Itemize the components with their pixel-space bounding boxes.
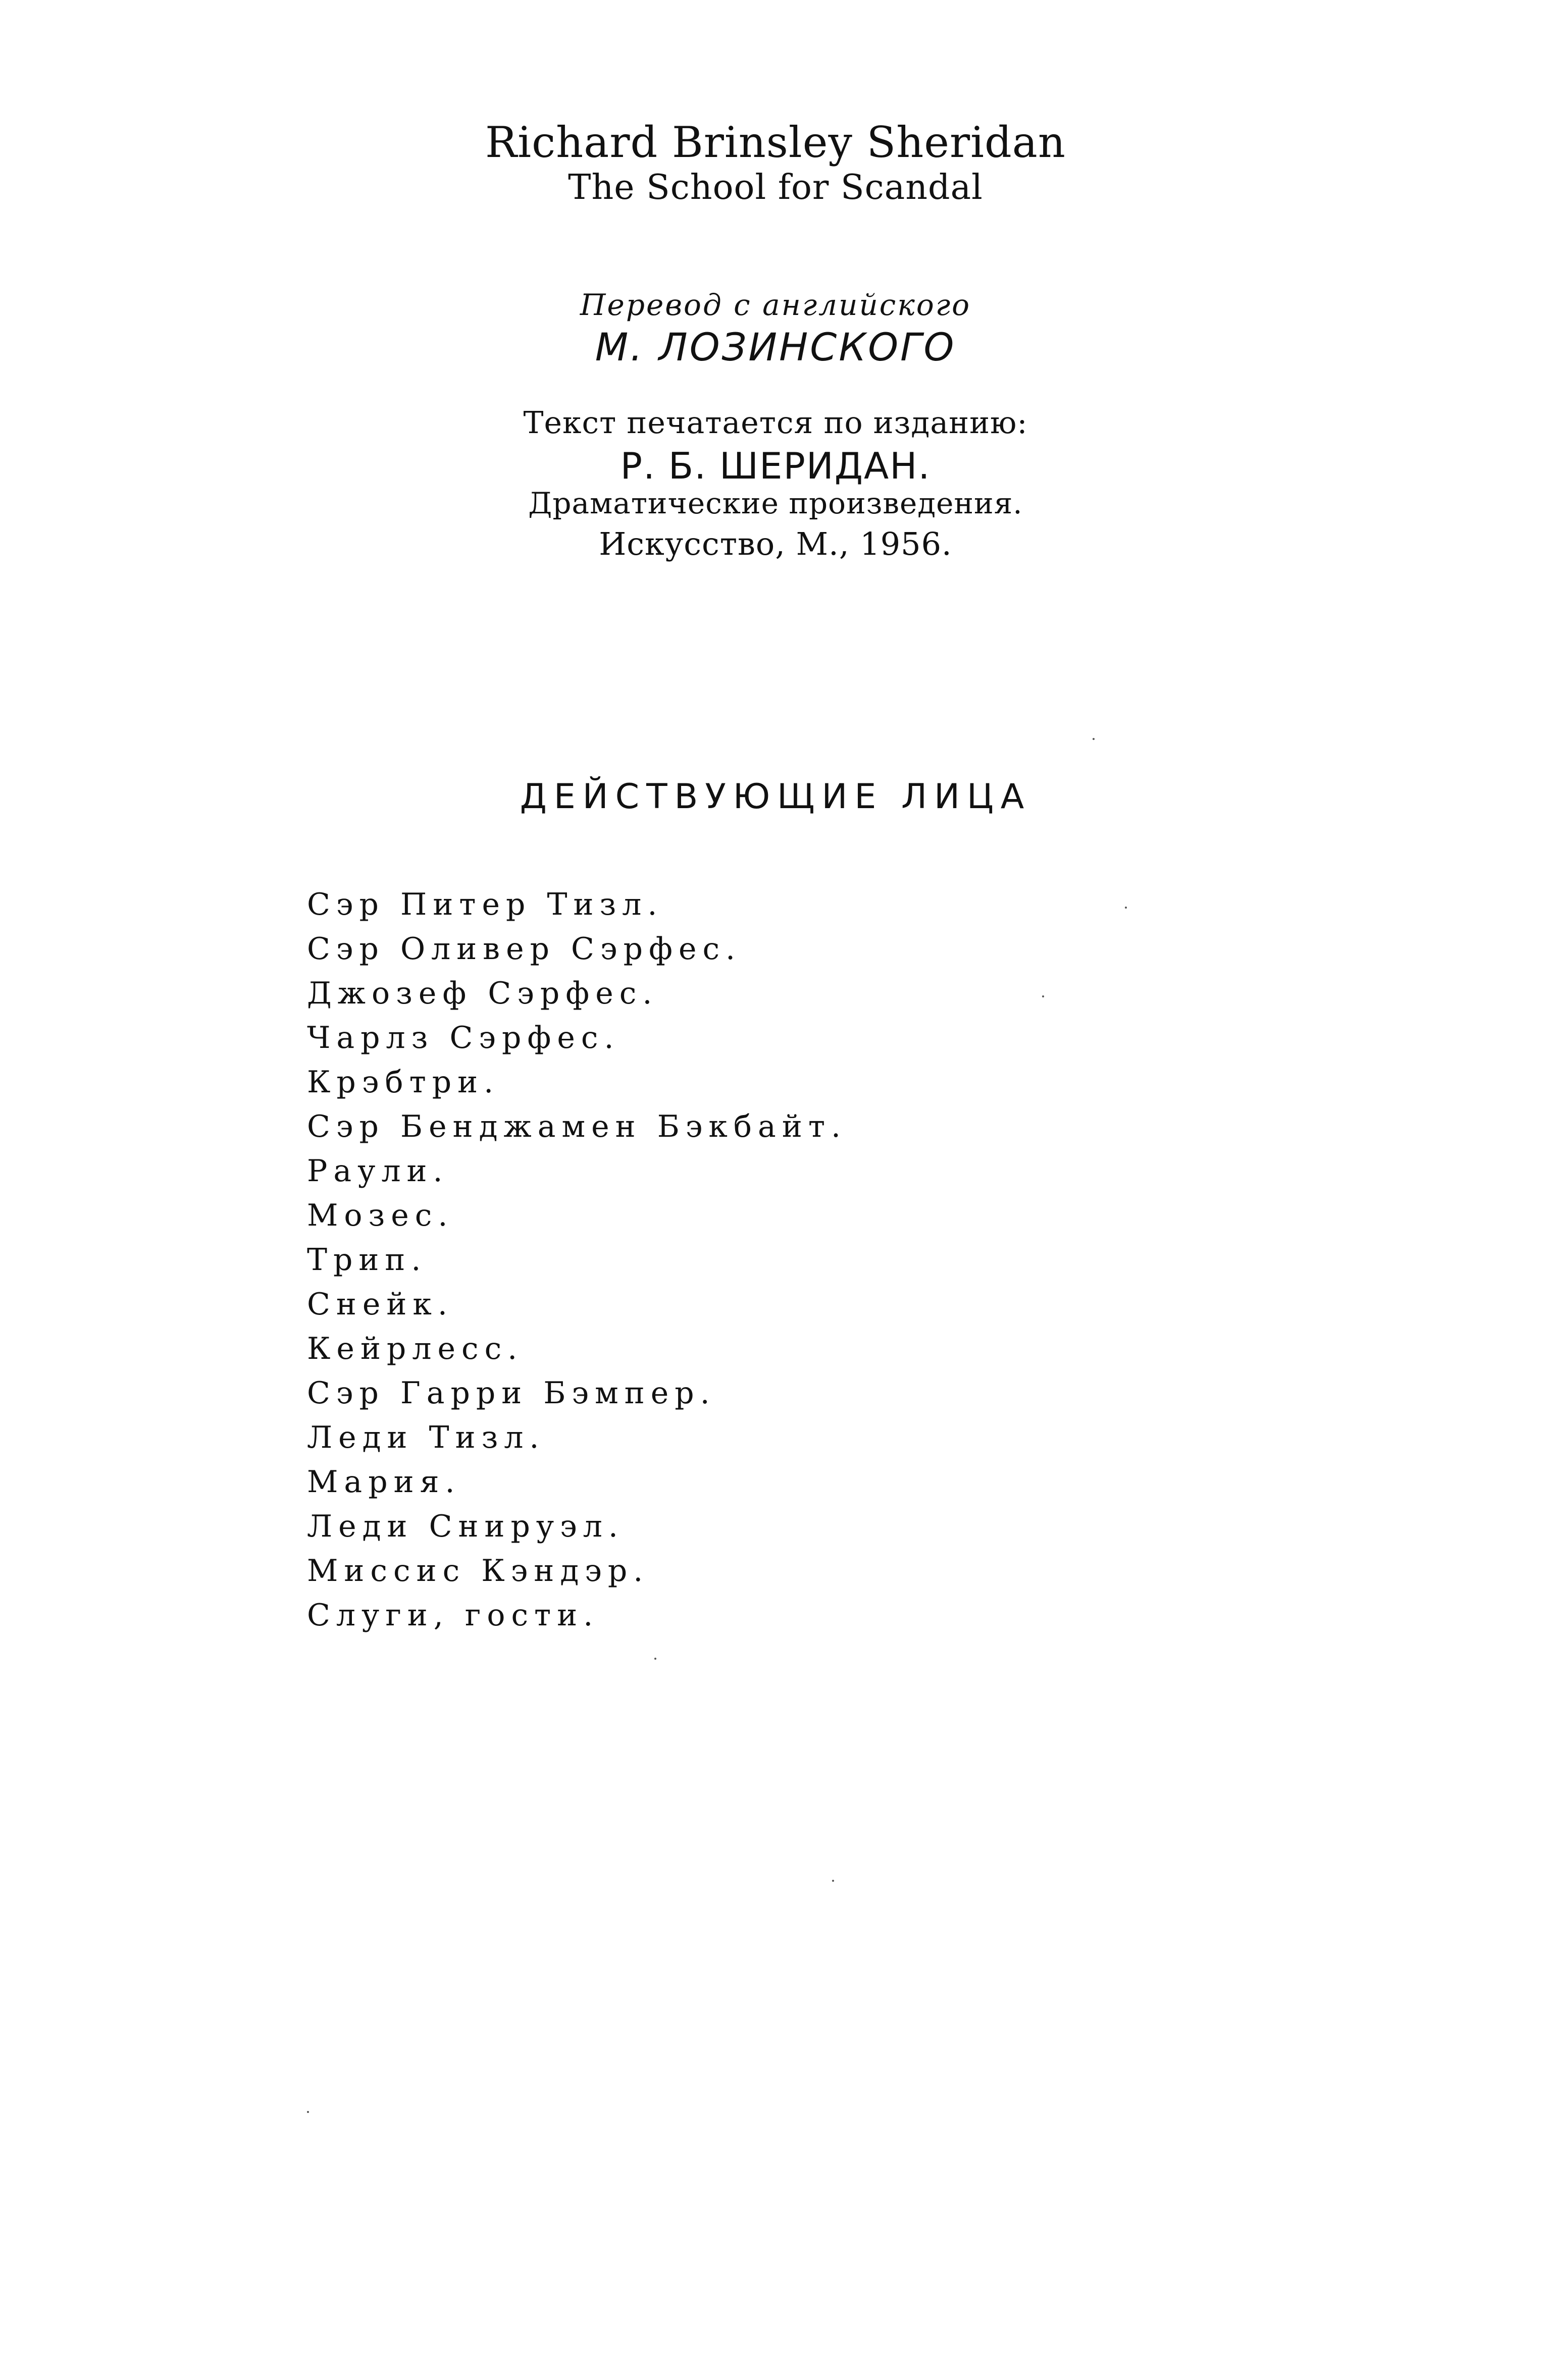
character-item: Кейрлесс. [307, 1331, 524, 1366]
character-item: Трип. [307, 1242, 427, 1278]
source-edition-publisher: Искусство, М., 1956. [599, 525, 952, 562]
character-item: Джозеф Сэрфес. [307, 976, 658, 1011]
character-item: Снейк. [307, 1287, 453, 1322]
character-item: Леди Снируэл. [307, 1509, 624, 1544]
character-item: Миссис Кэндэр. [307, 1553, 649, 1589]
scan-speck [1125, 907, 1127, 909]
scan-speck [1093, 738, 1095, 740]
character-item: Раули. [307, 1153, 449, 1189]
character-item: Чарлз Сэрфес. [307, 1020, 620, 1055]
translator-name: М. ЛОЗИНСКОГО [595, 325, 956, 369]
character-item: Леди Тизл. [307, 1420, 545, 1455]
author-name: Richard Brinsley Sheridan [485, 118, 1066, 167]
character-item: Мозес. [307, 1198, 454, 1233]
character-item: Сэр Гарри Бэмпер. [307, 1376, 716, 1411]
work-title: The School for Scandal [568, 168, 983, 207]
source-edition-label: Текст печатается по изданию: [523, 405, 1028, 441]
scan-speck [1042, 995, 1044, 997]
scan-speck [654, 1658, 656, 1660]
character-item: Сэр Оливер Сэрфес. [307, 931, 742, 967]
character-item: Крэбтри. [307, 1065, 500, 1100]
source-edition-author: Р. Б. ШЕРИДАН. [620, 445, 931, 487]
translation-label: Перевод с английского [580, 288, 971, 322]
character-item: Сэр Питер Тизл. [307, 887, 663, 922]
scan-speck [307, 2111, 309, 2113]
source-edition-title: Драматические произведения. [528, 486, 1023, 520]
character-item: Мария. [307, 1464, 461, 1500]
scan-speck [832, 1880, 834, 1882]
dramatis-personae-heading: ДЕЙСТВУЮЩИЕ ЛИЦА [520, 777, 1031, 817]
character-item: Сэр Бенджамен Бэкбайт. [307, 1109, 847, 1144]
character-item: Слуги, гости. [307, 1598, 599, 1633]
character-list [307, 882, 1266, 1637]
